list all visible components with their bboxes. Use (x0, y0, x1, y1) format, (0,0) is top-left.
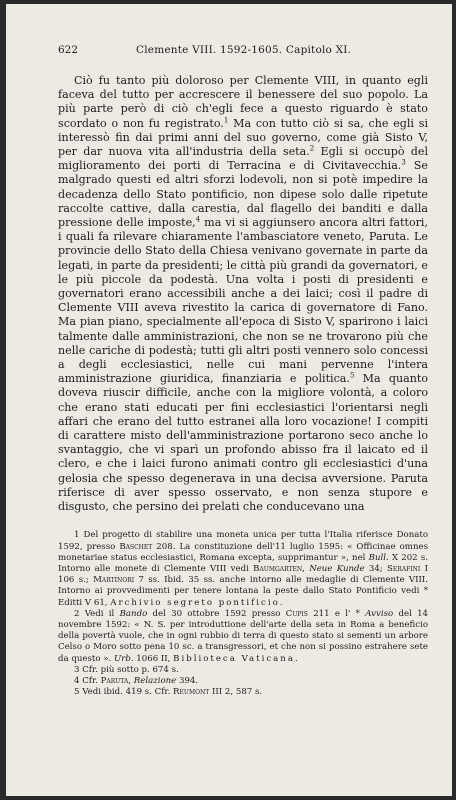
running-title: Clemente VIII. 1592-1605. Capitolo XI. (136, 44, 352, 56)
footnote-ref: 5 (349, 371, 355, 380)
text-segment: Egli si occupò del miglioramento dei porti di Terracina e di Civitavecchia. (58, 145, 429, 173)
footnote-text: III 2, 587 s. (209, 687, 263, 698)
text-segment: ma vi si aggiunsero ancora altri fattori, i quali fa rilevare chiaramente l'ambasciatore veneto, Paruta. Le provincie dello Stato della Chiesa venivano governate in parte da legati, in parte da presidenti; le città più grandi da governatori, e le più piccole da podestà. Una volta i posti di presidenti e governatori erano accessibili anche a dei laici; così il padre di Clemente VIII aveva rivestito la carica di governatore di Fano. Ma pian piano, specialmente all'epoca di Sisto V, sparirono i laici talmente dalle amministrazioni, che non se ne trovarono più che nelle cariche di podestà; tutti gli altri posti vennero solo concessi a degli ecclesiastici, nelle cui mani pervenne l'intera amministrazione giuridica, finanziaria e politica. (58, 216, 428, 386)
body-paragraph (58, 74, 428, 514)
author-name: Baschet (119, 541, 153, 552)
footnote-ref: 2 (309, 144, 315, 153)
work-title: Urb. (113, 653, 134, 664)
footnote-text: 4 Cfr. (74, 675, 101, 686)
footnote-text: . (294, 653, 298, 664)
text-segment: Se malgrado questi ed altri sforzi lodevoli, non si potè impedire la decadenza dello Stato pontificio, non dipese solo dalle ripetute raccolte cattive, dalla carestia, dal flagello dei banditi e dalla pressione delle imposte, (58, 159, 428, 230)
footnote-1 (58, 530, 428, 608)
author-name: Cupis (285, 608, 308, 619)
footnotes (58, 530, 428, 698)
footnote-text: , (302, 563, 310, 574)
main-text (58, 74, 428, 514)
text-segment: Ma quanto doveva riuscir difficile, anche con la migliore volontà, a coloro che erano stati educati per fini ecclesiastici l'orientarsi negli affari che erano del tutto estranei alla loro vocazione! I compiti di carattere misto dell'amministrazione portarono seco anche lo svantaggio, che vi sparì un profondo abisso fra il laicato ed il clero, e che i laici furono animati contro gli ecclesiastici d'una gelosia che spesso degenerava in una decisa avversione. Paruta riferisce di aver spesso osservato, e non senza stupore e disgusto, che persino dei prelati che conducevano una (58, 372, 429, 514)
author-name: Reumont (173, 687, 210, 698)
footnote-text: 1066 II, (133, 653, 174, 664)
page-number: 622 (58, 44, 79, 56)
author-name: Paruta (100, 675, 129, 686)
book-page (6, 4, 452, 796)
archive-name: Archivio segreto pontificio (110, 597, 280, 608)
author-name: Serafini (387, 563, 421, 574)
archive-name: Biblioteca Vaticana (173, 653, 295, 664)
page-header (58, 44, 428, 56)
footnote-ref: 1 (223, 115, 229, 124)
footnote-text: . (279, 597, 283, 608)
footnote-ref: 4 (195, 215, 201, 224)
work-title: Neue Kunde (309, 563, 365, 574)
footnote-text: 34; (364, 563, 388, 574)
work-title: Avviso (365, 608, 394, 619)
footnote-text: 208. La constituzione dell'11 luglio 1595: « Officinae omnes monetariae status ecclesiastici, Romana excepta, supprimantur », nel (58, 541, 428, 563)
footnote-text: 7 ss. Ibid. 35 ss. anche intorno alle medaglie di Clemente VIII. Intorno ai provvedimenti per tenere lontana la peste dallo Stato Pontificio vedi * Editti V 61, (58, 575, 428, 608)
footnote-2 (58, 609, 428, 665)
work-title: Bull. (368, 552, 389, 563)
footnote-text: 394. (176, 675, 199, 686)
footnote-text: , (128, 675, 134, 686)
footnote-4 (58, 676, 428, 687)
work-title: Bando (119, 608, 148, 619)
text-segment: Ciò fu tanto più doloroso per Clemente VIII, in quanto egli faceva del tutto per accrescere il benessere del suo popolo. La più parte però di ciò ch'egli fece a questo riguardo è stato scordato o non fu registrato. (58, 74, 428, 130)
footnote-text: X 202 s. Intorno alle monete di Clemente VIII vedi (58, 552, 428, 574)
work-title: Relazione (133, 675, 177, 686)
footnote-text: 1 Del progetto di stabilire una moneta unica per tutta l'Italia riferisce Donato 1592, presso (58, 530, 428, 552)
footnote-5 (58, 687, 428, 698)
text-segment: Ma con tutto ciò si sa, che egli si interessò fin dai primi anni del suo governo, come già Sisto V, per dar nuova vita all'industria della seta. (58, 116, 428, 159)
footnote-text: 5 Vedi ibid. 419 s. Cfr. (74, 687, 174, 698)
author-name: Martinori (93, 575, 135, 586)
footnote-text: del 14 novembre 1592: « N. S. per introduttione dell'arte della seta in Roma a beneficio della povertà vuole, che in ogni rubbio di terra di questo stato si sementi un arbore Celso o Moro sotto pena 10 sc. a transgressori, et che non si possino estrahere sete da questo ». (58, 608, 429, 664)
footnote-3 (58, 665, 428, 676)
footnote-ref: 3 (401, 158, 406, 167)
footnote-text: 2 Vedi il (74, 608, 120, 619)
footnote-text: del 30 ottobre 1592 presso (147, 608, 286, 619)
footnote-text: I 106 s.; (58, 563, 428, 586)
author-name: Baumgarten (253, 563, 303, 574)
footnote-text: 3 Cfr. più sotto p. 674 s. (74, 664, 179, 675)
footnote-text: 211 e l' * (307, 608, 366, 619)
